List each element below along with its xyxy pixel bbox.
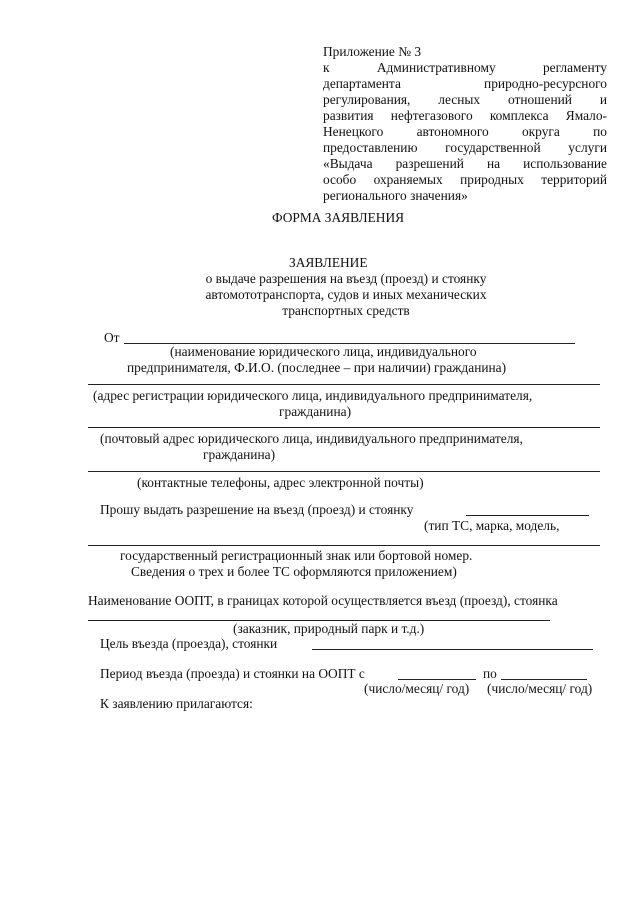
application-subtitle: о выдаче разрешения на въезд (проезд) и стоянку [205, 271, 487, 286]
appendix-line: департамента природно-ресурсного [323, 76, 607, 91]
vehicle-type-line[interactable] [466, 515, 589, 516]
appendix-line: к Административному регламенту [323, 60, 607, 75]
from-label: От [104, 330, 120, 345]
period-to-label: по [483, 666, 497, 681]
date-hint-from: (число/месяц/ год) [364, 681, 470, 696]
oopt-hint: (заказник, природный парк и т.д.) [233, 621, 425, 636]
period-to-line[interactable] [501, 679, 587, 680]
application-subtitle: транспортных средств [282, 303, 410, 318]
registration-address-hint: (адрес регистрации юридического лица, индивидуального предпринимателя, [93, 388, 533, 403]
date-hint-to: (число/месяц/ год) [487, 681, 593, 696]
appendix-line: Приложение № 3 [323, 44, 422, 59]
appendix-line: развития нефтегазового комплекса Ямало- [323, 108, 607, 123]
applicant-hint: (наименование юридического лица, индивидуального [170, 344, 477, 359]
contacts-line[interactable] [88, 471, 600, 472]
vehicle-hint: государственный регистрационный знак или бортовой номер. [120, 548, 473, 563]
form-title: ФОРМА ЗАЯВЛЕНИЯ [272, 210, 405, 225]
postal-address-hint: гражданина) [203, 447, 276, 462]
application-subtitle: автомототранспорта, судов и иных механических [205, 287, 487, 302]
applicant-hint: предпринимателя, Ф.И.О. (последнее – при наличии) гражданина) [127, 360, 507, 375]
purpose-line[interactable] [312, 649, 593, 650]
appendix-line: предоставлению государственной услуги [323, 140, 607, 155]
vehicle-hint: Сведения о трех и более ТС оформляются приложением) [131, 564, 457, 579]
period-label: Период въезда (проезда) и стоянки на ООПТ с [100, 666, 365, 681]
attachments-label: К заявлению прилагаются: [100, 696, 253, 711]
period-from-line[interactable] [398, 679, 476, 680]
appendix-line: «Выдача разрешений на использование [323, 156, 607, 171]
postal-address-line[interactable] [88, 427, 600, 428]
request-label: Прошу выдать разрешение на въезд (проезд) и стоянку [100, 502, 414, 517]
vehicle-details-line[interactable] [88, 545, 600, 546]
purpose-label: Цель въезда (проезда), стоянки [100, 636, 278, 651]
application-heading: ЗАЯВЛЕНИЕ [289, 255, 368, 270]
vehicle-hint: (тип ТС, марка, модель, [424, 518, 560, 533]
postal-address-hint: (почтовый адрес юридического лица, индивидуального предпринимателя, [100, 431, 523, 446]
registration-address-hint: гражданина) [279, 404, 352, 419]
registration-address-line[interactable] [88, 384, 600, 385]
contacts-hint: (контактные телефоны, адрес электронной почты) [137, 475, 424, 490]
appendix-line: Ненецкого автономного округа по [323, 124, 607, 139]
appendix-line: регулирования, лесных отношений и [323, 92, 607, 107]
appendix-line: регионального значения» [323, 188, 468, 203]
appendix-block [323, 44, 607, 204]
appendix-line: особо охраняемых природных территорий [323, 172, 607, 187]
oopt-label: Наименование ООПТ, в границах которой осуществляется въезд (проезд), стоянка [88, 593, 558, 608]
